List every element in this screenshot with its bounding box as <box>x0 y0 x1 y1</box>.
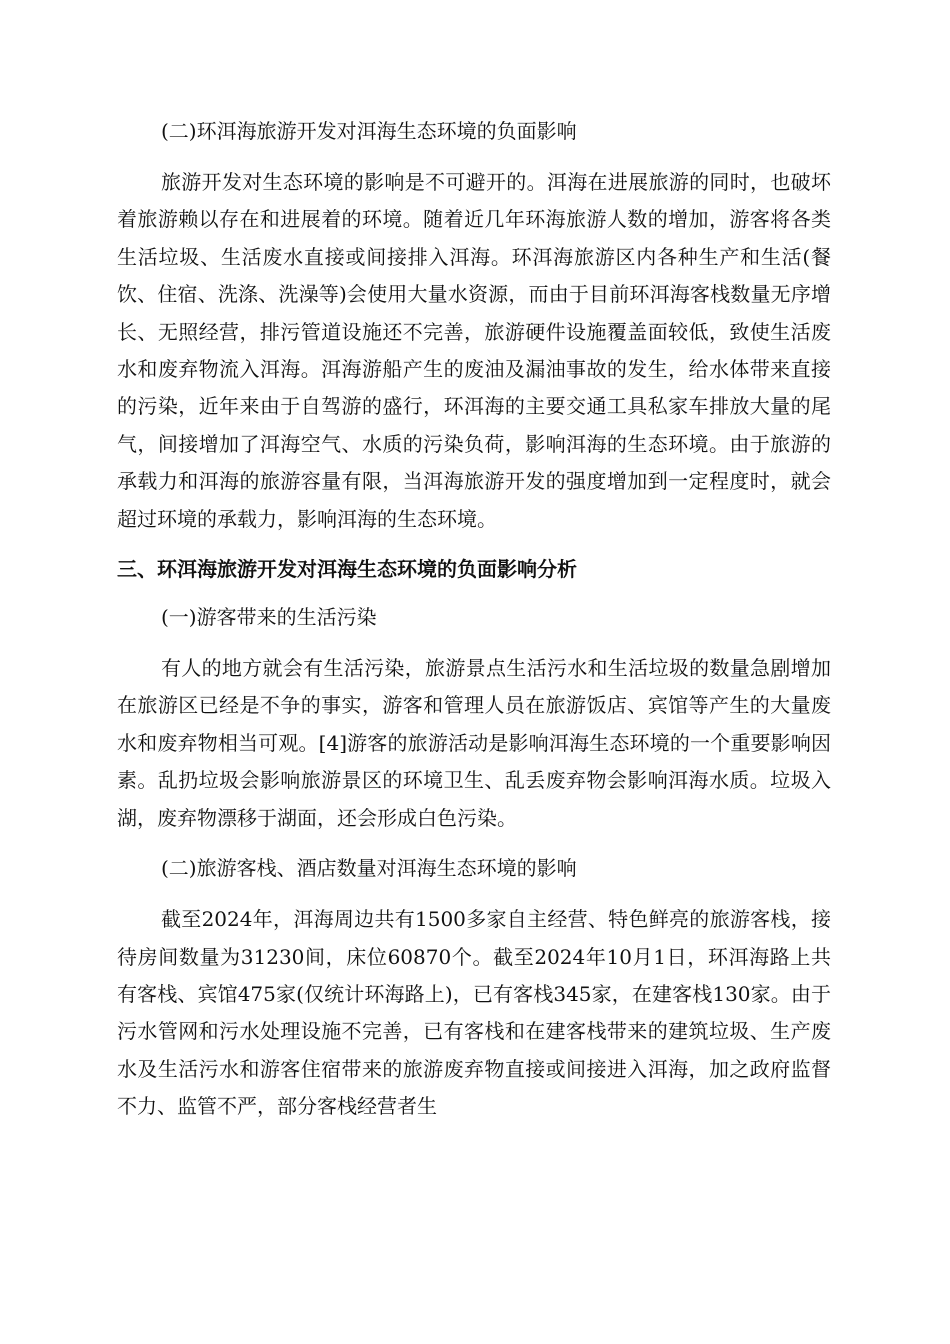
document-body <box>117 112 831 1138</box>
section-3-2-heading: (二)旅游客栈、酒店数量对洱海生态环境的影响 <box>161 856 577 881</box>
section-2-2-heading: (二)环洱海旅游开发对洱海生态环境的负面影响 <box>161 119 577 143</box>
chapter-3-heading: 三、环洱海旅游开发对洱海生态环境的负面影响分析 <box>117 557 577 582</box>
paragraph-inn-statistics: 截至2024年，洱海周边共有1500多家自主经营、特色鲜亮的旅游客栈，接待房间数量为31230间，床位60870个。截至2024年10月1日，环洱海路上共有客栈、宾馆475家(仅统计环海路上)，已有客栈345家，在建客栈130家。由于污水管网和污水处理设施不完善，已有客栈和在建客栈带来的建筑垃圾、生产废水及生活污水和游客住宿带来的旅游废弃物直接或间接进入洱海，加之政府监督不力、监管不严，部分客栈经营者生 <box>117 907 831 1119</box>
paragraph-tourism-impact: 旅游开发对生态环境的影响是不可避开的。洱海在进展旅游的同时，也破坏着旅游赖以存在和进展着的环境。随着近几年环海旅游人数的增加，游客将各类生活垃圾、生活废水直接或间接排入洱海。环洱海旅游区内各种生产和生活(餐饮、住宿、洗涤、洗澡等)会使用大量水资源，而由于目前环洱海客栈数量无序增长、无照经营，排污管道设施还不完善，旅游硬件设施覆盖面较低，致使生活废水和废弃物流入洱海。洱海游船产生的废油及漏油事故的发生，给水体带来直接的污染，近年来由于自驾游的盛行，环洱海的主要交通工具私家车排放大量的尾气，间接增加了洱海空气、水质的污染负荷，影响洱海的生态环境。由于旅游的承载力和洱海的旅游容量有限，当洱海旅游开发的强度增加到一定程度时，就会超过环境的承载力，影响洱海的生态环境。 <box>117 170 831 531</box>
paragraph-visitor-pollution: 有人的地方就会有生活污染，旅游景点生活污水和生活垃圾的数量急剧增加在旅游区已经是不争的事实，游客和管理人员在旅游饭店、宾馆等产生的大量废水和废弃物相当可观。[4]游客的旅游活动是影响洱海生态环境的一个重要影响因素。乱扔垃圾会影响旅游景区的环境卫生、乱丢废弃物会影响洱海水质。垃圾入湖，废弃物漂移于湖面，还会形成白色污染。 <box>117 656 831 830</box>
section-3-1-heading: (一)游客带来的生活污染 <box>161 605 377 630</box>
